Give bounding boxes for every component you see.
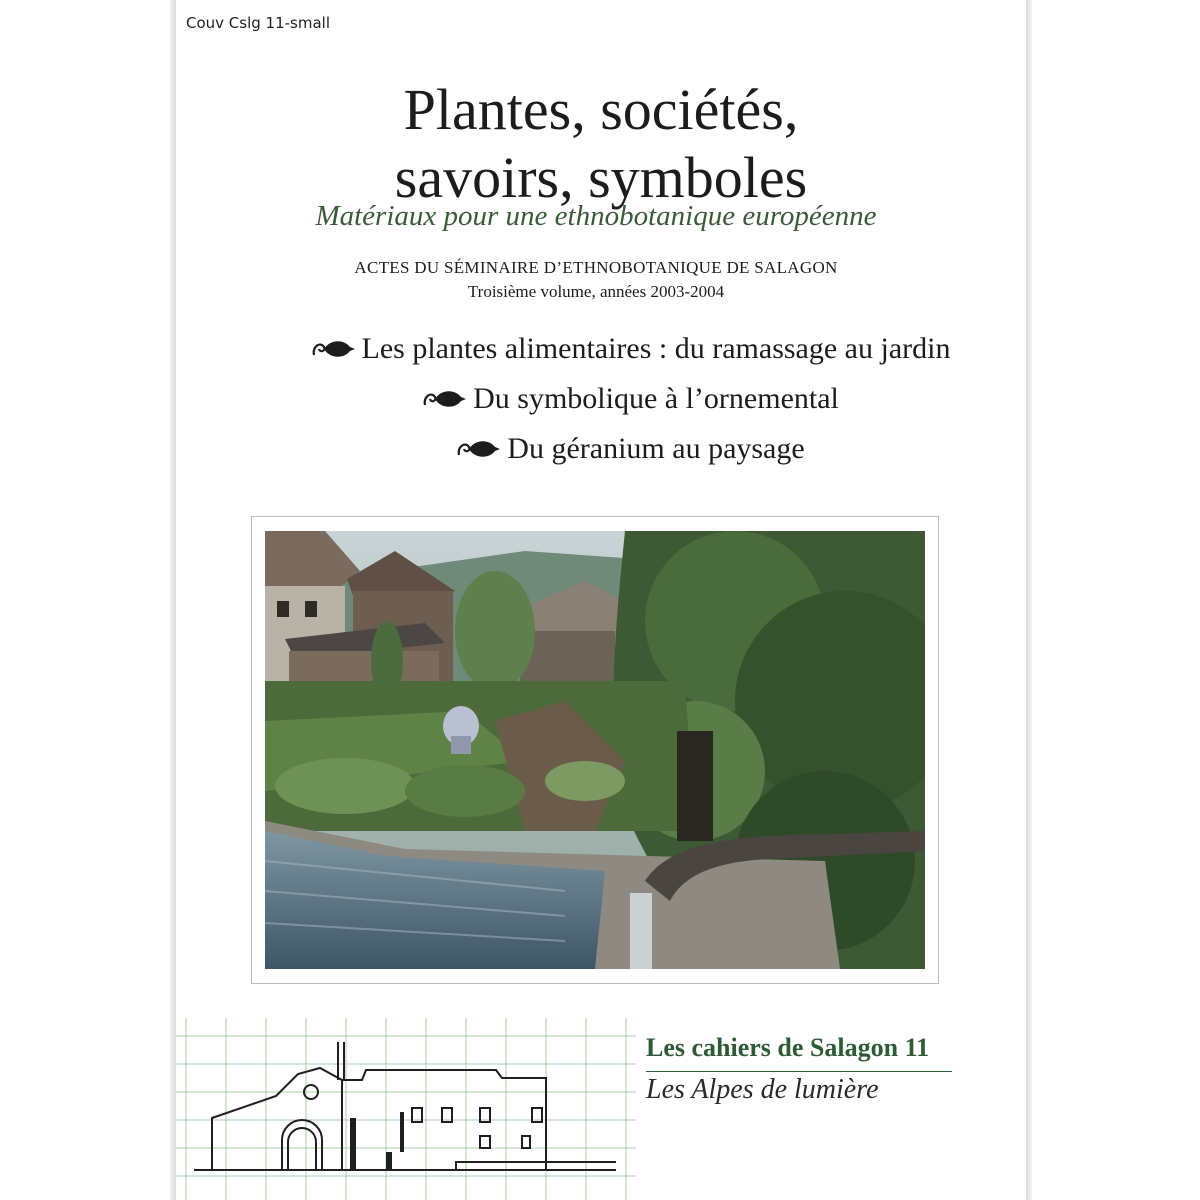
actes-line-1: ACTES DU SÉMINAIRE D’ETHNOBOTANIQUE DE SALAGON — [354, 258, 838, 277]
photo-frame — [251, 516, 939, 984]
leaf-ornament-icon — [310, 335, 356, 361]
topic-3 — [176, 432, 1026, 466]
actes-line-2: Troisième volume, années 2003-2004 — [467, 282, 725, 301]
topic-1 — [176, 332, 1026, 366]
topic-1-label: Les plantes alimentaires : du ramassage au jardin — [361, 332, 951, 365]
topic-2-label: Du symbolique à l’ornemental — [473, 382, 839, 415]
title-line-2: savoirs, symboles — [394, 145, 808, 210]
series-title: Les cahiers de Salagon 11 — [646, 1033, 930, 1062]
garden-photo — [265, 531, 925, 969]
series-divider — [646, 1071, 952, 1072]
leaf-ornament-icon — [455, 435, 501, 461]
topic-3-label: Du géranium au paysage — [507, 432, 805, 465]
topic-2 — [176, 382, 1026, 416]
salagon-priory-drawing — [176, 1018, 636, 1200]
subtitle: Matériaux pour une ethnobotanique européenne — [315, 200, 877, 232]
publisher-name: Les Alpes de lumière — [646, 1074, 879, 1105]
file-label: Couv Cslg 11-small — [186, 14, 331, 32]
page-shadow-right — [1026, 0, 1032, 1200]
leaf-ornament-icon — [421, 385, 467, 411]
book-cover — [176, 0, 1026, 1200]
garden-photo-illustration — [265, 531, 925, 969]
title-line-1: Plantes, sociétés, — [403, 77, 799, 142]
